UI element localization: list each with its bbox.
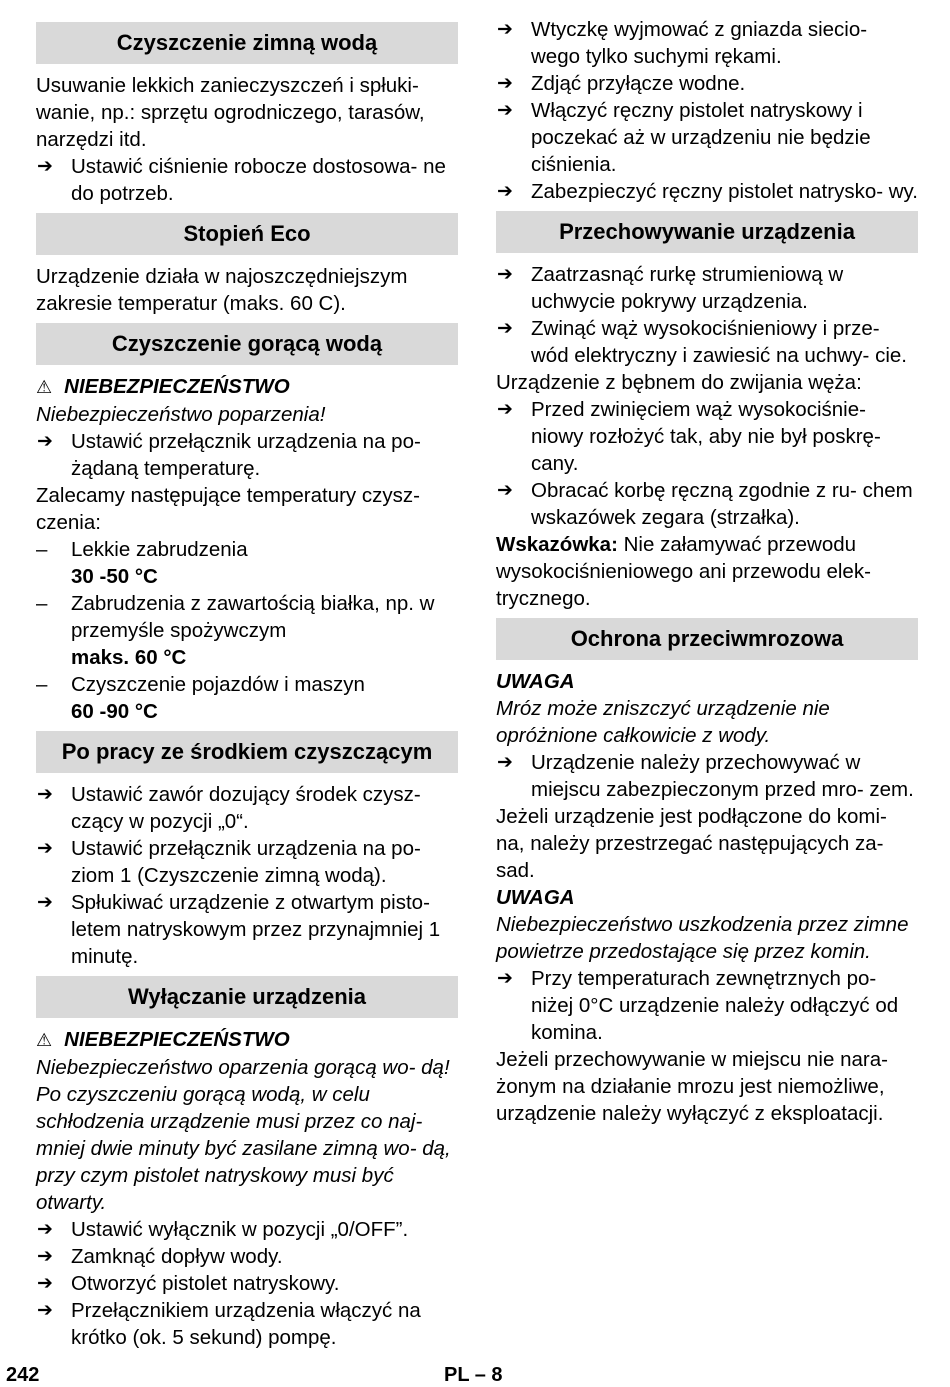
instruction-item: ➔ Zabezpieczyć ręczny pistolet natrysko- wy.	[496, 178, 918, 205]
warning-triangle-icon: ⚠	[36, 377, 53, 398]
temperature-value: maks. 60 °C	[71, 646, 187, 669]
warning-triangle-icon: ⚠	[36, 1030, 53, 1051]
instruction-item: ➔ Przełącznikiem urządzenia włączyć na krótko (ok. 5 sekund) pompę.	[36, 1297, 458, 1351]
paragraph: Zalecamy następujące temperatury czysz- czenia:	[36, 484, 420, 534]
section-heading-storage: Przechowywanie urządzenia	[496, 211, 918, 253]
section-heading-after-detergent: Po pracy ze środkiem czyszczącym	[36, 731, 458, 773]
caution-heading: UWAGA	[496, 886, 575, 909]
caution-text: Mróz może zniszczyć urządzenie nie opróżnione całkowicie z wody.	[496, 697, 830, 747]
instruction-item: ➔ Przed zwinięciem wąż wysokociśnie- niowy rozłożyć tak, aby nie był poskrę- cany.	[496, 396, 918, 477]
instruction-item: ➔ Urządzenie należy przechowywać w miejscu zabezpieczonym przed mro- zem.	[496, 749, 918, 803]
instruction-item: ➔ Włączyć ręczny pistolet natryskowy i poczekać aż w urządzeniu nie będzie ciśnienia.	[496, 97, 918, 178]
section-heading-cold-water: Czyszczenie zimną wodą	[36, 22, 458, 64]
instruction-item: ➔ Zwinąć wąż wysokociśnieniowy i prze- wód elektryczny i zawiesić na uchwy- cie.	[496, 315, 918, 369]
paragraph: Jeżeli urządzenie jest podłączone do komi- na, należy przestrzegać następujących za- sad.	[496, 805, 887, 882]
caution-heading: UWAGA	[496, 670, 575, 693]
instruction-item: ➔ Ustawić przełącznik urządzenia na po- żądaną temperaturę.	[36, 428, 458, 482]
note-paragraph: Wskazówka: Nie załamywać przewodu wysokociśnieniowego ani przewodu elek- trycznego.	[496, 533, 871, 610]
danger-heading: ⚠ NIEBEZPIECZEŃSTWO	[36, 375, 290, 398]
paragraph: Jeżeli przechowywanie w miejscu nie nara- żonym na działanie mrozu jest niemożliwe, urządzenie należy wyłączyć z eksploatacji.	[496, 1048, 888, 1125]
instruction-item: ➔ Otworzyć pistolet natryskowy.	[36, 1270, 458, 1297]
paragraph: Urządzenie działa w najoszczędniejszym zakresie temperatur (maks. 60 C).	[36, 265, 408, 315]
caution-text: Niebezpieczeństwo uszkodzenia przez zimne powietrze przedostające się przez komin.	[496, 913, 909, 963]
page-number: 242	[6, 1364, 40, 1386]
instruction-item: ➔ Wtyczkę wyjmować z gniazda siecio- wego tylko suchymi rękami.	[496, 16, 918, 70]
right-column	[496, 16, 918, 1127]
danger-text: Niebezpieczeństwo poparzenia!	[36, 403, 326, 426]
instruction-item: ➔ Zamknąć dopływ wody.	[36, 1243, 458, 1270]
instruction-item: ➔ Ustawić przełącznik urządzenia na po- ziom 1 (Czyszczenie zimną wodą).	[36, 835, 458, 889]
paragraph: Usuwanie lekkich zanieczyszczeń i spłuki- wanie, np.: sprzętu ogrodniczego, tarasów, narzędzi itd.	[36, 74, 425, 151]
left-column	[36, 16, 458, 1351]
note-label: Wskazówka:	[496, 533, 618, 556]
list-item: – Czyszczenie pojazdów i maszyn	[36, 671, 458, 698]
instruction-item: ➔ Zdjąć przyłącze wodne.	[496, 70, 918, 97]
list-item: – Lekkie zabrudzenia	[36, 536, 458, 563]
instruction-item: ➔ Obracać korbę ręczną zgodnie z ru- chem wskazówek zegara (strzałka).	[496, 477, 918, 531]
temperature-value: 60 -90 °C	[71, 700, 158, 723]
instruction-item: ➔ Ustawić wyłącznik w pozycji „0/OFF”.	[36, 1216, 458, 1243]
section-heading-hot-water: Czyszczenie gorącą wodą	[36, 323, 458, 365]
instruction-item: ➔ Ustawić ciśnienie robocze dostosowa- ne do potrzeb.	[36, 153, 458, 207]
paragraph: Urządzenie z bębnem do zwijania węża:	[496, 371, 862, 394]
instruction-item: ➔ Spłukiwać urządzenie z otwartym pisto- letem natryskowym przez przynajmniej 1 minutę.	[36, 889, 458, 970]
language-page-label: PL – 8	[444, 1364, 503, 1386]
instruction-item: ➔ Przy temperaturach zewnętrznych po- niżej 0°C urządzenie należy odłączyć od komina.	[496, 965, 918, 1046]
list-item: – Zabrudzenia z zawartością białka, np. w przemyśle spożywczym	[36, 590, 458, 644]
danger-text: Niebezpieczeństwo oparzenia gorącą wo- dą! Po czyszczeniu gorącą wodą, w celu schłodzenia urządzenie musi przez co naj- mniej dwie minuty być zasilane zimną wo- dą, przy czym pistolet natryskowy musi być otwarty.	[36, 1056, 451, 1214]
temperature-value: 30 -50 °C	[71, 565, 158, 588]
section-heading-eco: Stopień Eco	[36, 213, 458, 255]
section-heading-shutdown: Wyłączanie urządzenia	[36, 976, 458, 1018]
danger-heading: ⚠ NIEBEZPIECZEŃSTWO	[36, 1028, 290, 1051]
instruction-item: ➔ Zaatrzasnąć rurkę strumieniową w uchwycie pokrywy urządzenia.	[496, 261, 918, 315]
instruction-item: ➔ Ustawić zawór dozujący środek czysz- czący w pozycji „0“.	[36, 781, 458, 835]
section-heading-frost: Ochrona przeciwmrozowa	[496, 618, 918, 660]
